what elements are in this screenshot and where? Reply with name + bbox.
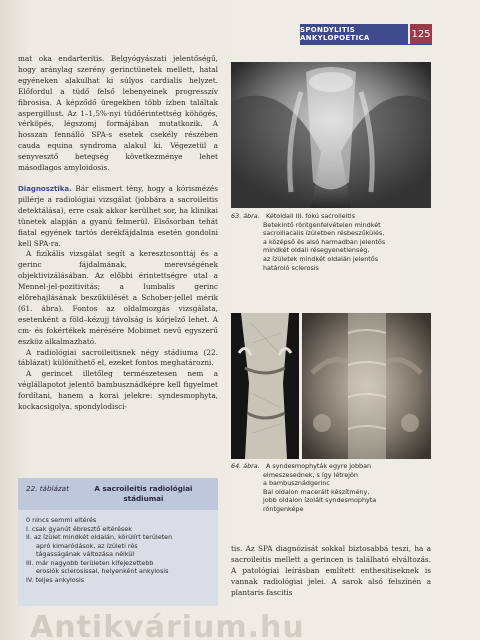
table-row: III. már nagyobb területen kifejezettebb — [26, 558, 154, 567]
macerated-spine-photo — [231, 313, 299, 459]
figure-63-caption — [231, 212, 431, 272]
table-number: 22. táblázat — [26, 484, 69, 493]
right-text-continuation — [231, 544, 431, 599]
table-row: II. az ízület mindkét oldalán, körülírt területen — [26, 533, 173, 541]
paragraph-physical-exam: A fizikális vizsgálat segít a keresztcsonttáj és a gerinc fájdalmának, merevségének objektivizálásában. Az előbbi érintettségre utal a Mennel-jel-pozitivitás; a lumbalis gerinc előrehajlásának beszűkülését a Schober-jellel mérik (61. ábra). Fontos az oldalmozgás vizsgálata, esetenként a föld–kézujj távolság is kórjelző lehet. A cm- és fokértékek mérésére Mobimet nevű egyszerű eszköz alkalmazható. — [18, 249, 218, 346]
figure-63-line: Betekintő röntgenfelvételen mindkét — [263, 220, 381, 229]
diagnostics-keyword: Diagnosztika. — [18, 184, 72, 193]
table-22-sacroileitis-stages — [18, 478, 218, 606]
figure-64-title: A syndesmophyták egyre jobban — [266, 462, 372, 470]
paragraph-diagnostics — [18, 184, 218, 249]
figure-63-title: Kétoldali III. fokú sacroileitis — [266, 212, 356, 220]
figure-63-line: a középső és alsó harmadban jelentős — [263, 237, 386, 246]
figure-64-line: Bal oldalon macerált készítmény, — [263, 487, 370, 496]
watermark-text: Antikvárium.hu — [30, 610, 305, 640]
paragraph-radiology-stages: A radiológiai sacroileitisnek négy stádiuma (22. táblázat) különíthető el, ezeket fontos meghatározni. — [18, 347, 218, 368]
figure-63-line: mindkét oldali résegyenetlenség, — [263, 246, 370, 255]
figure-64-line: elmeszesednek, s így létrejön — [263, 470, 358, 479]
table-row: apró kimaródások, az ízületi rés — [36, 541, 138, 550]
figure-64-line: jobb oldalon ízolált syndesmophyta — [263, 496, 377, 505]
paragraph-continuation: tis. Az SPA diagnózisát sokkal biztosabbá teszi, ha a sacroileitis mellett a gerincen is található elváltozás. A patológiai leírásban említett enthesitiseknek is vannak radiológiai jelei. A sarok alsó felszínén a plantaris fascitis — [231, 544, 431, 597]
table-row: erosiók sclerosissal, helyenként ankylosis — [36, 567, 169, 575]
xray-image-sacroileitis — [231, 62, 431, 208]
table-header — [18, 478, 218, 510]
figure-63-line: az ízületek mindkét oldalán jelentős — [263, 254, 379, 263]
figure-64-label: 64. ábra. — [231, 462, 260, 470]
running-header-title: SPONDYLITIS ANKYLOPOETICA — [300, 26, 370, 42]
running-header — [300, 24, 408, 44]
page-number: 125 — [410, 24, 432, 44]
figure-64-line: a bambusznádgerinc — [263, 479, 330, 488]
header-rule — [300, 44, 432, 45]
table-title: A sacroileitis radiológiai stádiumai — [94, 484, 193, 503]
left-text-column — [18, 54, 218, 413]
watermark — [0, 598, 480, 640]
figure-64-line: röntgenképe — [263, 504, 304, 513]
table-row: IV. teljes ankylosis — [26, 575, 85, 584]
figure-64-caption — [231, 462, 431, 514]
figure-63-line: sacroiliacalis ízületben résbeszűkülés, — [263, 229, 385, 238]
figure-63-line: határoló sclerosis — [263, 263, 319, 272]
paragraph-spine-signs: A gerincet illetőleg természetesen nem a véglállapotot jelentő bambusznádképre kell figyelmet fordítani, hanem a korai jelekre: syndesmophyta, kockacsigolya, spondylodisci- — [18, 369, 218, 412]
table-row: 0 nincs semmi eltérés — [26, 516, 97, 524]
paragraph-complications: mat oka endarteritis. Belgyógyászati jelentőségű, hogy aránylag szerény gerinctünetek mellett, hatal egyéneken alakulhat ki súlyos cardialis helyzet. Előfordul a tüdő felső lebenyeinek progresszív fibrosisa. A képződő üregekben több ízben találtak aspergillust. Az 1–1,5%-nyi tüdőérintettség köhögés, vérköpés, légszomj formájában mutatkozik. A hosszan fennálló SPA-s esetek csekély részében cauda equina syndroma alakul ki. Végezetül a senyvesztő betegség következménye lehet másodlagos amyloidosis. — [18, 54, 218, 173]
figure-63-label: 63. ábra. — [231, 212, 260, 220]
table-row: tágasságának változása nélkül — [36, 550, 135, 558]
table-row: I. csak gyanút ébresztő eltérések — [26, 524, 132, 533]
diagnostics-text: Bár elismert tény, hogy a kórismézés pillérje a radiológiai vizsgálat (jobbára a sacroileitis detektálása), erre csak akkor kerülhet sor, ha klinikai tünetek alapján a gyanú felmerül. Elsősorban tehát fiatal egyének tartós derékfájdalma esetén gondolni kell SPA-ra. — [18, 183, 218, 248]
table-body — [18, 510, 218, 590]
xray-image-bamboo-spine — [302, 313, 431, 459]
